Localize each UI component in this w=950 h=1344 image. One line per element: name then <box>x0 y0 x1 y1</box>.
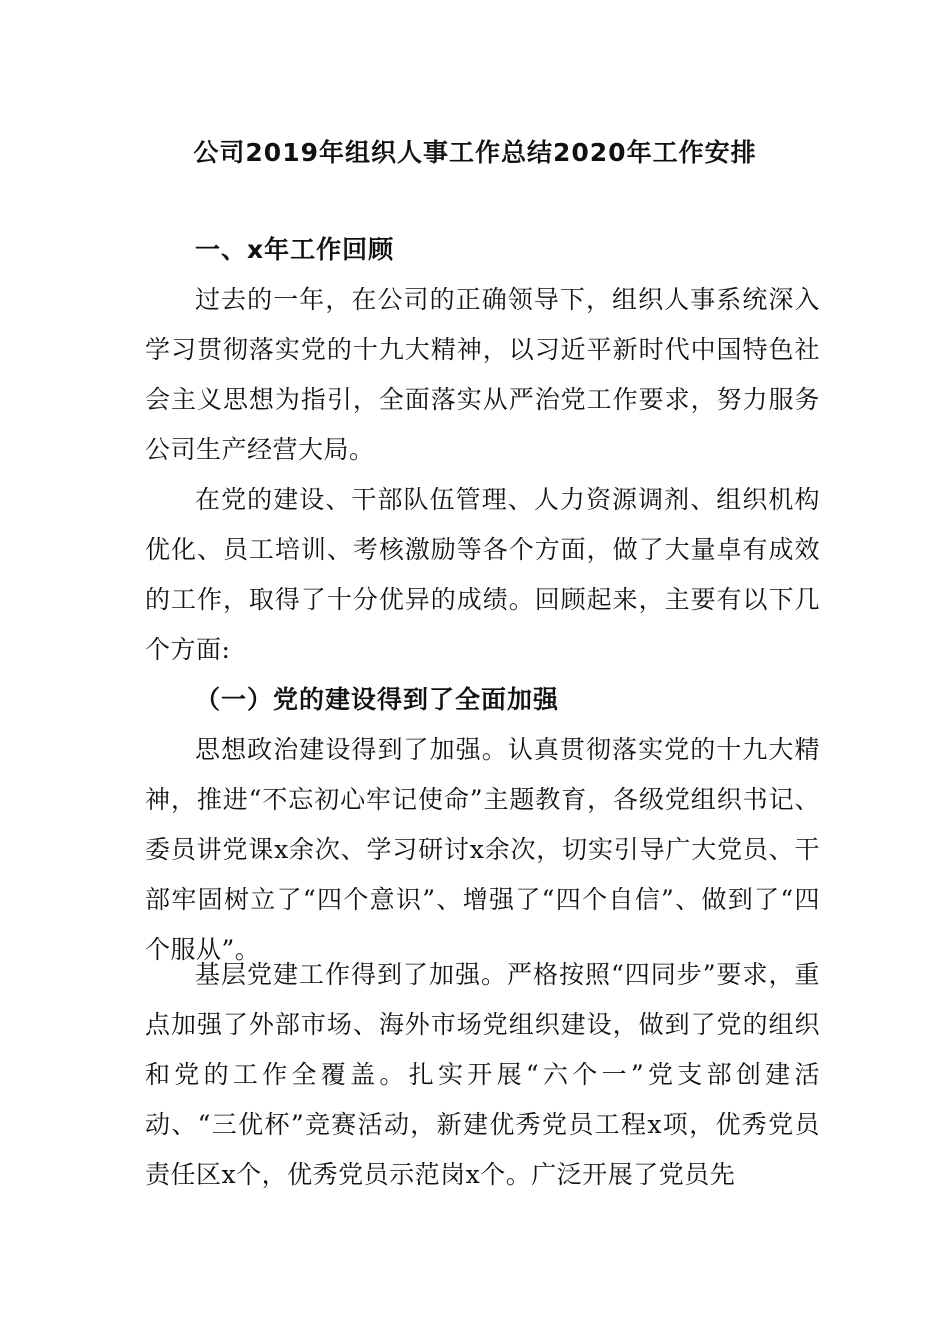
paragraph-2: 在党的建设、干部队伍管理、人力资源调剂、组织机构优化、员工培训、考核激励等各个方面，做了大量卓有成效的工作，取得了十分优异的成绩。回顾起来，主要有以下几个方面: <box>145 485 820 664</box>
paragraph-1-block <box>145 275 820 475</box>
paragraph-2-block <box>145 475 820 675</box>
paragraph-4: 基层党建工作得到了加强。严格按照“四同步”要求，重点加强了外部市场、海外市场党组织建设，做到了党的组织和党的工作全覆盖。扎实开展“六个一”党支部创建活动、“三优杯”竞赛活动，新建优秀党员工程x项，优秀党员责任区x个，优秀党员示范岗x个。广泛开展了党员先 <box>145 960 820 1189</box>
paragraph-4-block <box>145 950 820 1200</box>
section-1 <box>145 225 820 275</box>
document-title: 公司2019年组织人事工作总结2020年工作安排 <box>193 138 757 167</box>
subsection-1 <box>145 675 820 725</box>
paragraph-3-block <box>145 725 820 975</box>
subsection-heading: （一）党的建设得到了全面加强 <box>195 685 560 714</box>
paragraph-1: 过去的一年，在公司的正确领导下，组织人事系统深入学习贯彻落实党的十九大精神，以习近平新时代中国特色社会主义思想为指引，全面落实从严治党工作要求，努力服务公司生产经营大局。 <box>145 285 820 464</box>
section-heading: 一、x年工作回顾 <box>195 235 395 264</box>
paragraph-3: 思想政治建设得到了加强。认真贯彻落实党的十九大精神，推进“不忘初心牢记使命”主题教育，各级党组织书记、委员讲党课x余次、学习研讨x余次，切实引导广大党员、干部牢固树立了“四个意识”、增强了“四个自信”、做到了“四个服从”。 <box>145 735 820 964</box>
